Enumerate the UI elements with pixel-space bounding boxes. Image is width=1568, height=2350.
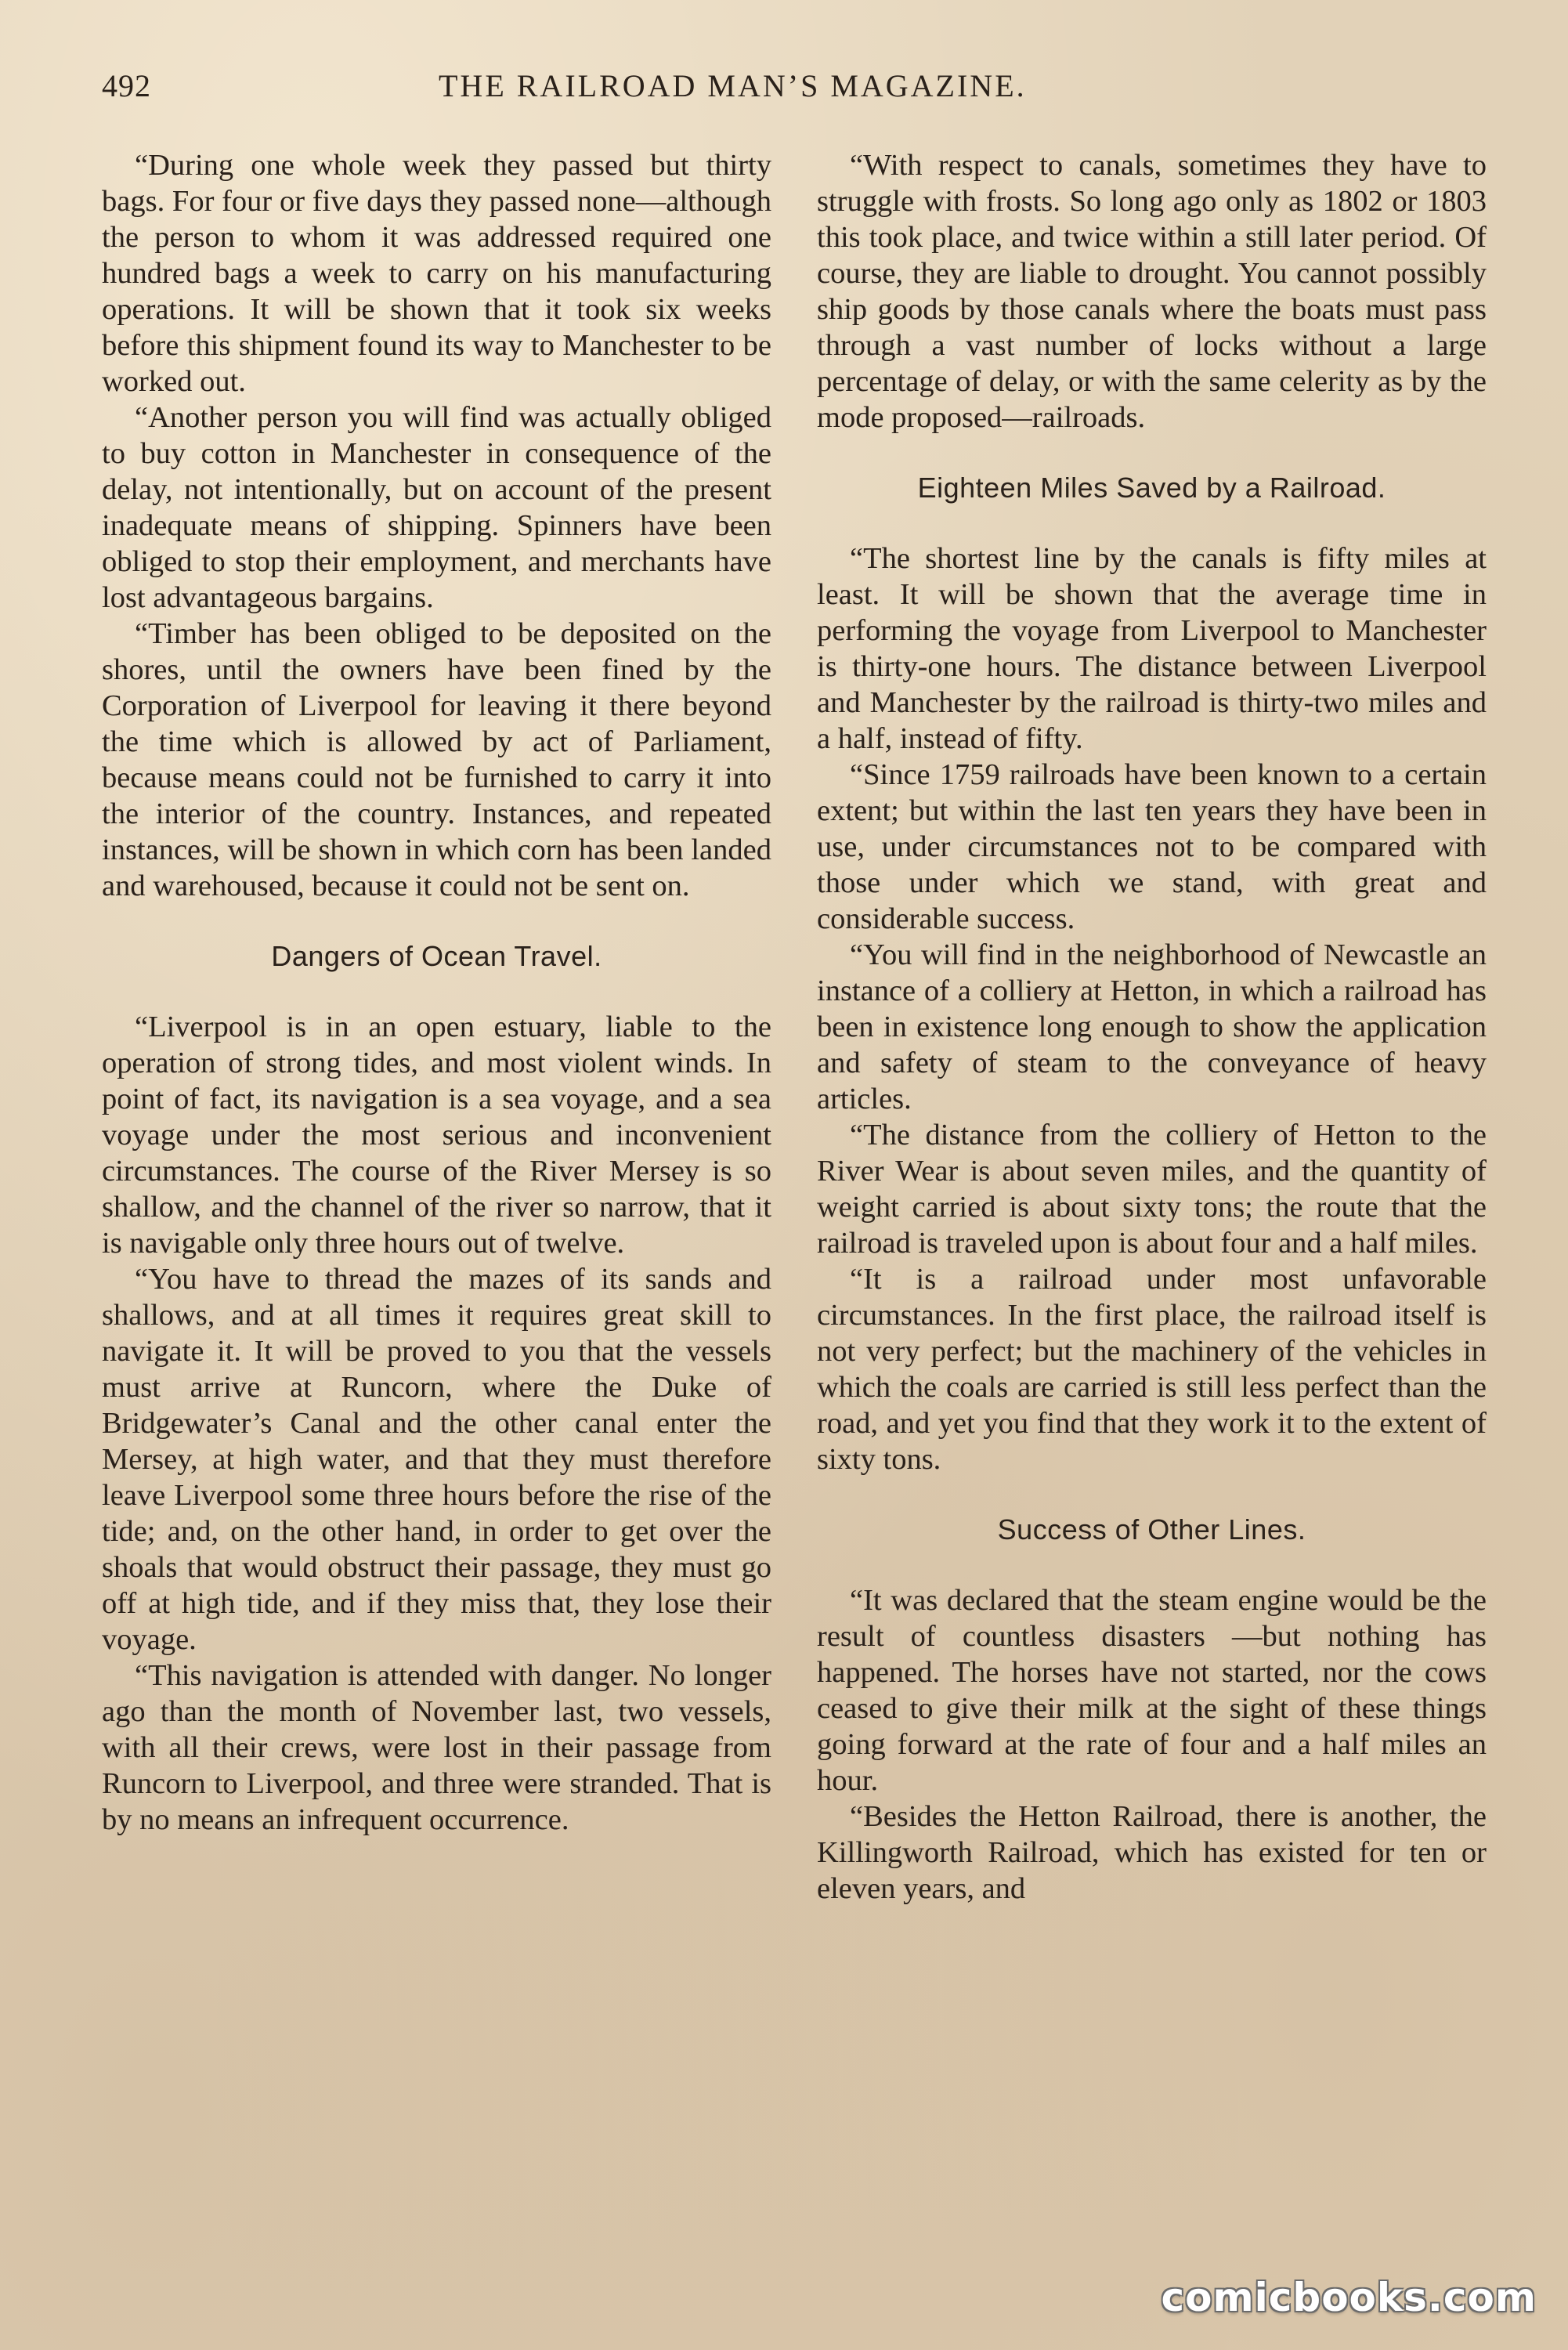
paragraph: “Another person you will find was actually obliged to buy cotton in Manchester in consequence of the delay, not intentionally, but on account of the present inadequate means of shipping. Spinners have been obliged to stop their employment, and merchants have lost advantageous bargains. [102, 401, 771, 614]
paragraph: “With respect to canals, sometimes they have to struggle with frosts. So long ago only as 1802 or 1803 this took place, and twice within a still later period. Of course, they are liable to drought. You cannot possibly ship goods by those canals where the boats must pass through a vast number of locks without a large percentage of delay, or with the same celerity as by the mode proposed—railroads. [817, 149, 1487, 434]
paragraph: “This navigation is attended with danger. No longer ago than the month of November last, two vessels, with all their crews, were lost in their passage from Runcorn to Liverpool, and three were stranded. That is by no means an infrequent occurrence. [102, 1659, 771, 1836]
site-watermark: comicbooks.com [1161, 2275, 1537, 2320]
paragraph: “Since 1759 railroads have been known to a certain extent; but within the last ten years they have been in use, under circumstances not to be compared with those under which we stand, with great and considerable success. [817, 758, 1487, 935]
paragraph: “It was declared that the steam engine would be the result of countless disasters —but nothing has happened. The horses have not started, nor the cows ceased to give their milk at the sight of these things going forward at the rate of four and a half miles an hour. [817, 1584, 1487, 1797]
left-column [102, 147, 771, 1838]
page-number: 492 [102, 68, 151, 103]
paragraph: “Liverpool is in an open estuary, liable to the operation of strong tides, and most violent winds. In point of fact, its navigation is a sea voyage, and a sea voyage under the most serious and inconvenient circumstances. The course of the River Mersey is so shallow, and the channel of the river so narrow, that it is navigable only three hours out of twelve. [102, 1010, 771, 1260]
paragraph: “Timber has been obliged to be deposited on the shores, until the owners have been fined by the Corporation of Liverpool for leaving it there beyond the time which is allowed by act of Parliament, because means could not be furnished to carry it into the interior of the country. Instances, and repeated instances, will be shown in which corn has been landed and warehoused, because it could not be sent on. [102, 617, 771, 902]
right-column [817, 147, 1487, 1907]
paragraph: “The distance from the colliery of Hetton to the River Wear is about seven miles, and the quantity of weight carried is about sixty tons; the route that the railroad is traveled upon is about four and a half miles. [817, 1119, 1487, 1260]
section-heading: Success of Other Lines. [997, 1513, 1306, 1546]
magazine-title: THE RAILROAD MAN’S MAGAZINE. [439, 68, 1027, 103]
paragraph: “During one whole week they passed but thirty bags. For four or five days they passed none—although the person to whom it was addressed required one hundred bags a week to carry on his manufacturing operations. It will be shown that it took six weeks before this shipment found its way to Manchester to be worked out. [102, 149, 771, 398]
paragraph: “You will find in the neighborhood of Newcastle an instance of a colliery at Hetton, in which a railroad has been in existence long enough to show the application and safety of steam to the conveyance of heavy articles. [817, 938, 1487, 1115]
paragraph: “It is a railroad under most unfavorable circumstances. In the first place, the railroad itself is not very perfect; but the machinery of the vehicles in which the coals are carried is still less perfect than the road, and yet you find that they work it to the extent of sixty tons. [817, 1263, 1487, 1476]
section-heading: Dangers of Ocean Travel. [271, 940, 602, 972]
paragraph: “You have to thread the mazes of its sands and shallows, and at all times it requires great skill to navigate it. It will be proved to you that the vessels must arrive at Runcorn, where the Duke of Bridgewater’s Canal and the other canal enter the Mersey, at high water, and that they must therefore leave Liverpool some three hours before the rise of the tide; and, on the other hand, in order to get over the shoals that would obstruct their passage, they must go off at high tide, and if they miss that, they lose their voyage. [102, 1263, 771, 1656]
running-head [0, 67, 1568, 114]
section-heading: Eighteen Miles Saved by a Railroad. [917, 472, 1386, 504]
paragraph: “The shortest line by the canals is fifty miles at least. It will be shown that the average time in performing the voyage from Liverpool to Manchester is thirty-one hours. The distance between Liverpool and Manchester by the railroad is thirty-two miles and a half, instead of fifty. [817, 542, 1487, 755]
paragraph: “Besides the Hetton Railroad, there is another, the Killingworth Railroad, which has existed for ten or eleven years, and [817, 1800, 1487, 1905]
